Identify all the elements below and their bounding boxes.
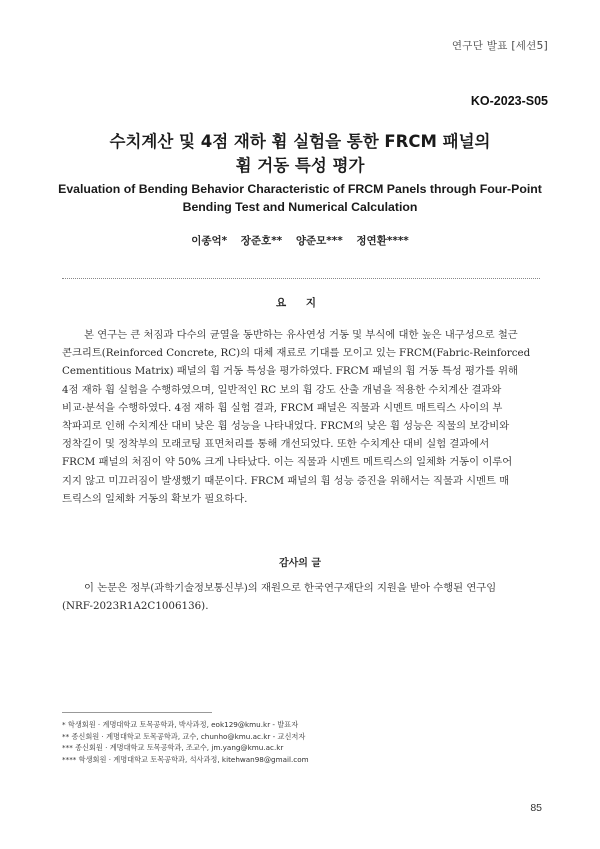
- acknowledgement-heading: 감사의 글: [278, 558, 322, 569]
- acknowledgement-line: 이 논문은 정부(과학기술정보통신부)의 재원으로 한국연구재단의 지원을 받아 수행된 연구임: [84, 582, 497, 594]
- abstract-line: Cementitious Matrix) 패널의 휨 거동 특성을 평가하였다. FRCM 패널의 휨 거동 특성 평가를 위해: [62, 365, 519, 378]
- footnote-4: **** 학생회원 · 계명대학교 토목공학과, 석사과정, kitehwan98@gmail.com: [62, 754, 309, 764]
- abstract-line: 콘크리트(Reinforced Concrete, RC)의 대체 재료로 기대를 모이고 있는 FRCM(Fabric-Reinforced: [62, 347, 531, 360]
- title-english-line-1: Evaluation of Bending Behavior Characteristic of FRCM Panels through Four-Point: [58, 182, 542, 196]
- abstract-line: 비교·분석을 수행하였다. 4점 재하 휨 실험 결과, FRCM 패널은 직물과 시멘트 매트릭스 사이의 부: [62, 401, 503, 414]
- abstract-line: 4점 재하 휨 실험을 수행하였으며, 일반적인 RC 보의 휨 강도 산출 개념을 적용한 수치계산 결과와: [62, 383, 502, 396]
- abstract-line: FRCM 패널의 처짐이 약 50% 크게 나타났다. 이는 직물과 시멘트 메트릭스의 일체화 거동이 이루어: [62, 456, 513, 469]
- title-korean-line-1: 수치계산 및 4점 재하 휨 실험을 통한 FRCM 패널의: [109, 132, 491, 151]
- title-korean-line-2: 휨 거동 특성 평가: [235, 156, 365, 175]
- abstract-line: 지지 않고 미끄러짐이 발생했기 때문이다. FRCM 패널의 휨 성능 증진을 위해서는 직물과 시멘트 매: [62, 474, 510, 487]
- footnote-2: ** 종신회원 · 계명대학교 토목공학과, 교수, chunho@kmu.ac.kr - 교신저자: [62, 731, 306, 741]
- running-header: 연구단 발표 [세션5]: [451, 40, 548, 52]
- abstract-line: 정착길이 및 정착부의 모래코팅 표면처리를 통해 개선되었다. 또한 수치계산 대비 실험 결과에서: [62, 438, 490, 451]
- author-list: [0, 233, 600, 248]
- title-english: [0, 180, 600, 216]
- footnotes: [62, 719, 540, 765]
- acknowledgement-line: (NRF-2023R1A2C1006136).: [62, 600, 209, 612]
- abstract-line: 착파괴로 인해 수치계산 대비 낮은 휨 성능을 나타내었다. FRCM의 낮은 휨 성능은 직물의 보강비와: [62, 420, 510, 433]
- paper-code: KO-2023-S05: [470, 94, 548, 108]
- author-4: 정연환****: [356, 235, 409, 247]
- title-english-line-2: Bending Test and Numerical Calculation: [182, 200, 418, 214]
- author-2: 장준호**: [240, 235, 283, 247]
- author-3: 양준모***: [295, 235, 343, 247]
- abstract-line: 트릭스의 일체화 거동의 확보가 필요하다.: [62, 492, 248, 505]
- abstract-line: 본 연구는 큰 처짐과 다수의 균열을 동반하는 유사연성 거동 및 부식에 대한 높은 내구성으로 철근: [84, 329, 518, 341]
- acknowledgement-body: [62, 579, 540, 615]
- abstract-body: [62, 326, 540, 508]
- footnote-3: *** 종신회원 · 계명대학교 토목공학과, 조교수, jm.yang@kmu.ac.kr: [62, 743, 284, 752]
- footnote-1: * 학생회원 · 계명대학교 토목공학과, 박사과정, eok129@kmu.kr - 발표자: [62, 720, 299, 729]
- footnote-divider: [62, 712, 212, 713]
- author-1: 이종억*: [191, 235, 228, 247]
- page-number: 85: [530, 802, 542, 814]
- title-korean: [0, 130, 600, 178]
- section-divider: [62, 278, 540, 279]
- abstract-heading: 요 지: [276, 297, 324, 309]
